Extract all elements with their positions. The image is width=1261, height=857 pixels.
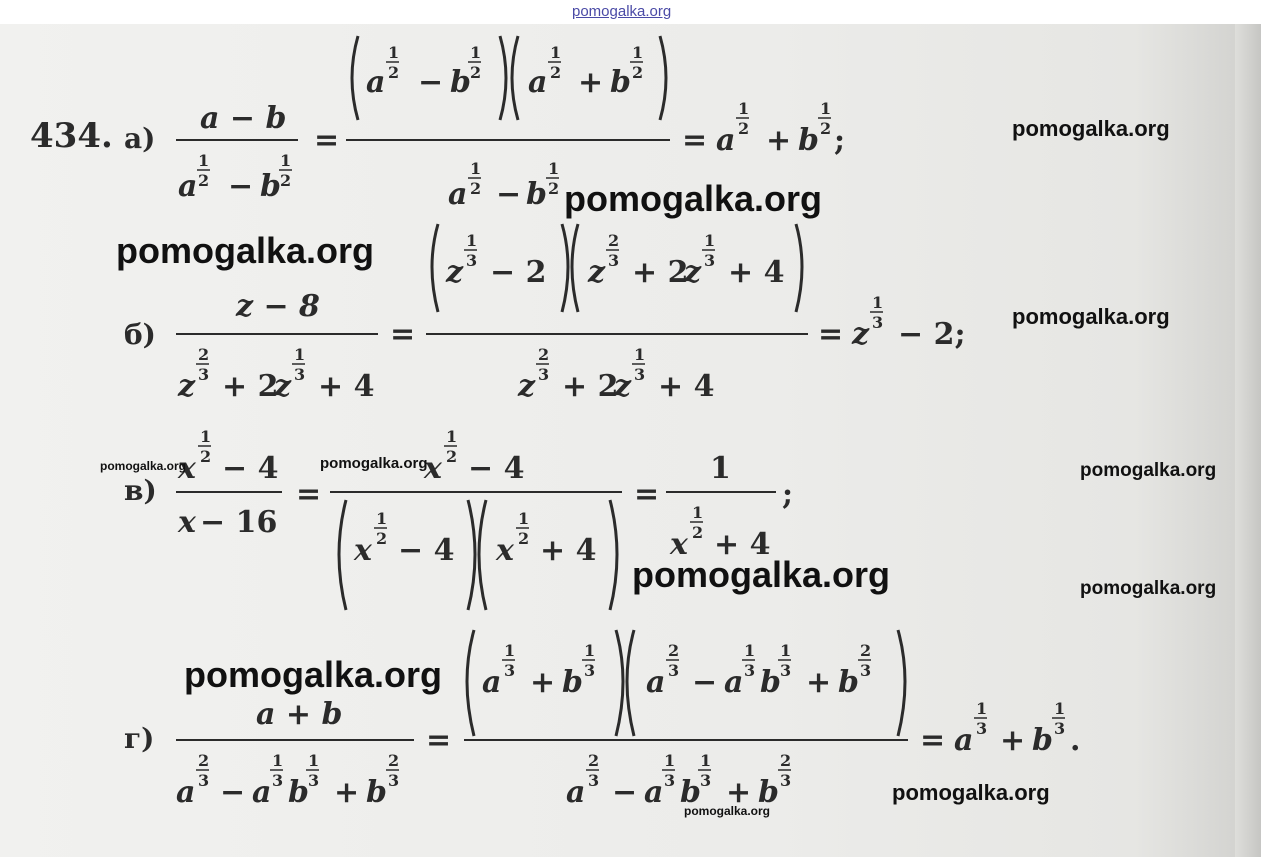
svg-text:2: 2 bbox=[550, 63, 562, 82]
svg-text:x: x bbox=[178, 451, 196, 486]
svg-text:a: a bbox=[482, 665, 502, 700]
svg-text:1: 1 bbox=[700, 751, 712, 770]
svg-text:z: z bbox=[274, 369, 292, 404]
part-label-a: а) bbox=[124, 122, 156, 155]
svg-text:1: 1 bbox=[200, 427, 212, 446]
svg-text:1: 1 bbox=[634, 345, 646, 364]
svg-text:=: = bbox=[682, 123, 708, 158]
svg-text:3: 3 bbox=[584, 661, 596, 680]
watermark: pomogalka.org bbox=[684, 804, 771, 818]
svg-text:3: 3 bbox=[780, 771, 792, 790]
svg-text:1: 1 bbox=[446, 427, 458, 446]
svg-text:1: 1 bbox=[710, 451, 731, 486]
svg-text:1: 1 bbox=[692, 503, 704, 522]
svg-text:+ 2: + 2 bbox=[632, 255, 689, 290]
svg-text:x: x bbox=[354, 533, 372, 568]
svg-text:2: 2 bbox=[548, 179, 560, 198]
svg-text:+ 4: + 4 bbox=[540, 533, 597, 568]
svg-text:−: − bbox=[496, 177, 522, 212]
svg-text:b: b bbox=[288, 775, 309, 810]
svg-text:1: 1 bbox=[504, 641, 516, 660]
svg-text:z: z bbox=[614, 369, 632, 404]
watermark: pomogalka.org bbox=[100, 459, 187, 473]
watermark: pomogalka.org bbox=[116, 230, 375, 271]
svg-text:+ 2: + 2 bbox=[222, 369, 279, 404]
svg-text:−: − bbox=[418, 65, 444, 100]
svg-text:1: 1 bbox=[744, 641, 756, 660]
svg-text:a: a bbox=[644, 775, 664, 810]
svg-text:b: b bbox=[526, 177, 547, 212]
svg-text:− 4: − 4 bbox=[222, 451, 279, 486]
svg-text:b: b bbox=[366, 775, 387, 810]
svg-text:b: b bbox=[610, 65, 631, 100]
svg-text:a: a bbox=[448, 177, 468, 212]
svg-text:=: = bbox=[314, 123, 340, 158]
svg-text:+: + bbox=[726, 775, 752, 810]
svg-text:2: 2 bbox=[470, 179, 482, 198]
svg-text:b: b bbox=[838, 665, 859, 700]
svg-text:3: 3 bbox=[700, 771, 712, 790]
svg-text:3: 3 bbox=[976, 719, 988, 738]
svg-text:− 2: − 2 bbox=[490, 255, 547, 290]
svg-text:+: + bbox=[806, 665, 832, 700]
svg-text:x: x bbox=[178, 505, 196, 540]
watermark-link-top[interactable]: pomogalka.org bbox=[572, 3, 672, 20]
svg-text:−: − bbox=[220, 775, 246, 810]
svg-text:z: z bbox=[852, 317, 870, 352]
svg-text:2: 2 bbox=[860, 641, 872, 660]
svg-text:3: 3 bbox=[744, 661, 756, 680]
svg-text:2: 2 bbox=[538, 345, 550, 364]
svg-text:1: 1 bbox=[584, 641, 596, 660]
svg-text:a: a bbox=[366, 65, 386, 100]
svg-text:3: 3 bbox=[668, 661, 680, 680]
svg-text:x: x bbox=[496, 533, 514, 568]
svg-text:+ 4: + 4 bbox=[318, 369, 375, 404]
svg-text:2: 2 bbox=[780, 751, 792, 770]
svg-text:1: 1 bbox=[388, 43, 400, 62]
svg-text:1: 1 bbox=[272, 751, 284, 770]
svg-text:1: 1 bbox=[550, 43, 562, 62]
svg-text:a + b: a + b bbox=[256, 697, 343, 732]
svg-text:3: 3 bbox=[504, 661, 516, 680]
page-edge-shadow bbox=[1235, 24, 1261, 857]
svg-text:=: = bbox=[920, 723, 946, 758]
svg-text:a: a bbox=[252, 775, 272, 810]
svg-text:=: = bbox=[390, 317, 416, 352]
svg-text:2: 2 bbox=[198, 171, 210, 190]
svg-text:− 16: − 16 bbox=[200, 505, 278, 540]
svg-text:+: + bbox=[530, 665, 556, 700]
svg-text:b: b bbox=[680, 775, 701, 810]
svg-text:−: − bbox=[692, 665, 718, 700]
svg-text:2: 2 bbox=[376, 529, 388, 548]
svg-text:a: a bbox=[528, 65, 548, 100]
part-label-b: б) bbox=[124, 318, 156, 351]
svg-text:1: 1 bbox=[976, 699, 988, 718]
svg-text:1: 1 bbox=[470, 43, 482, 62]
svg-text:3: 3 bbox=[272, 771, 284, 790]
svg-text:+ 4: + 4 bbox=[658, 369, 715, 404]
svg-text:2: 2 bbox=[668, 641, 680, 660]
svg-text:3: 3 bbox=[308, 771, 320, 790]
svg-text:3: 3 bbox=[664, 771, 676, 790]
svg-text:− 2;: − 2; bbox=[898, 317, 966, 352]
svg-text:2: 2 bbox=[518, 529, 530, 548]
svg-text:3: 3 bbox=[872, 313, 884, 332]
a-den-left: a bbox=[178, 169, 198, 204]
svg-text:b: b bbox=[450, 65, 471, 100]
svg-text:2: 2 bbox=[632, 63, 644, 82]
watermark: pomogalka.org bbox=[1012, 116, 1170, 141]
svg-text:1: 1 bbox=[1054, 699, 1066, 718]
svg-text:1: 1 bbox=[308, 751, 320, 770]
svg-text:3: 3 bbox=[608, 251, 620, 270]
svg-text:z: z bbox=[518, 369, 536, 404]
svg-text:1: 1 bbox=[872, 293, 884, 312]
watermark: pomogalka.org bbox=[564, 178, 823, 219]
svg-text:− 4: − 4 bbox=[398, 533, 455, 568]
svg-text:a: a bbox=[566, 775, 586, 810]
watermark: pomogalka.org bbox=[1012, 304, 1170, 329]
svg-text:3: 3 bbox=[704, 251, 716, 270]
svg-text:+: + bbox=[578, 65, 604, 100]
svg-text:2: 2 bbox=[738, 119, 750, 138]
svg-text:2: 2 bbox=[198, 751, 210, 770]
watermark: pomogalka.org bbox=[892, 780, 1050, 805]
svg-text:1: 1 bbox=[198, 151, 210, 170]
svg-text:x: x bbox=[424, 451, 442, 486]
svg-text:3: 3 bbox=[780, 661, 792, 680]
svg-text:.: . bbox=[1070, 723, 1081, 758]
svg-text:+: + bbox=[334, 775, 360, 810]
svg-text:+: + bbox=[766, 123, 792, 158]
watermark: pomogalka.org bbox=[320, 455, 428, 472]
svg-text:1: 1 bbox=[518, 509, 530, 528]
part-label-g: г) bbox=[124, 722, 155, 755]
svg-text:2: 2 bbox=[280, 171, 292, 190]
svg-text:3: 3 bbox=[538, 365, 550, 384]
svg-text:=: = bbox=[426, 723, 452, 758]
svg-text:2: 2 bbox=[608, 231, 620, 250]
svg-text:1: 1 bbox=[820, 99, 832, 118]
svg-text:3: 3 bbox=[388, 771, 400, 790]
svg-text:3: 3 bbox=[466, 251, 478, 270]
svg-text:3: 3 bbox=[1054, 719, 1066, 738]
svg-text:a: a bbox=[724, 665, 744, 700]
svg-text:b: b bbox=[760, 665, 781, 700]
svg-text:3: 3 bbox=[588, 771, 600, 790]
svg-text:1: 1 bbox=[738, 99, 750, 118]
svg-text:3: 3 bbox=[198, 771, 210, 790]
svg-text:=: = bbox=[634, 477, 660, 512]
svg-text:2: 2 bbox=[388, 751, 400, 770]
svg-text:− 4: − 4 bbox=[468, 451, 525, 486]
svg-text:1: 1 bbox=[664, 751, 676, 770]
watermark: pomogalka.org bbox=[1080, 460, 1217, 481]
svg-text:;: ; bbox=[834, 123, 846, 158]
svg-text:z: z bbox=[588, 255, 606, 290]
svg-text:;: ; bbox=[782, 477, 794, 512]
svg-text:3: 3 bbox=[294, 365, 306, 384]
svg-text:1: 1 bbox=[280, 151, 292, 170]
svg-text:a: a bbox=[716, 123, 736, 158]
svg-text:+ 2: + 2 bbox=[562, 369, 619, 404]
svg-text:z: z bbox=[684, 255, 702, 290]
svg-text:−: − bbox=[228, 169, 254, 204]
part-label-v: в) bbox=[124, 474, 157, 507]
svg-text:1: 1 bbox=[632, 43, 644, 62]
svg-text:1: 1 bbox=[466, 231, 478, 250]
svg-text:2: 2 bbox=[388, 63, 400, 82]
svg-text:3: 3 bbox=[860, 661, 872, 680]
svg-text:1: 1 bbox=[376, 509, 388, 528]
watermark: pomogalka.org bbox=[632, 554, 891, 595]
svg-text:b: b bbox=[798, 123, 819, 158]
svg-text:2: 2 bbox=[470, 63, 482, 82]
svg-text:1: 1 bbox=[470, 159, 482, 178]
watermark: pomogalka.org bbox=[1080, 578, 1217, 599]
svg-text:−: − bbox=[612, 775, 638, 810]
problem-number: 434. bbox=[30, 116, 113, 156]
a-num-left: a − b bbox=[200, 101, 287, 136]
watermark: pomogalka.org bbox=[184, 654, 443, 695]
svg-text:b: b bbox=[1032, 723, 1053, 758]
svg-text:a: a bbox=[646, 665, 666, 700]
svg-text:2: 2 bbox=[820, 119, 832, 138]
svg-text:b: b bbox=[562, 665, 583, 700]
svg-text:1: 1 bbox=[294, 345, 306, 364]
svg-text:+ 4: + 4 bbox=[714, 527, 771, 562]
svg-text:z: z bbox=[446, 255, 464, 290]
svg-text:a: a bbox=[954, 723, 974, 758]
svg-text:3: 3 bbox=[198, 365, 210, 384]
svg-text:1: 1 bbox=[548, 159, 560, 178]
svg-text:a: a bbox=[176, 775, 196, 810]
svg-text:b: b bbox=[260, 169, 281, 204]
svg-text:z: z bbox=[178, 369, 196, 404]
svg-text:2: 2 bbox=[200, 447, 212, 466]
svg-text:=: = bbox=[296, 477, 322, 512]
svg-text:1: 1 bbox=[780, 641, 792, 660]
svg-text:=: = bbox=[818, 317, 844, 352]
svg-text:2: 2 bbox=[446, 447, 458, 466]
svg-text:2: 2 bbox=[692, 523, 704, 542]
svg-text:+ 4: + 4 bbox=[728, 255, 785, 290]
svg-text:3: 3 bbox=[634, 365, 646, 384]
svg-text:x: x bbox=[670, 527, 688, 562]
svg-text:2: 2 bbox=[198, 345, 210, 364]
svg-text:b: b bbox=[758, 775, 779, 810]
svg-text:z − 8: z − 8 bbox=[236, 289, 320, 324]
svg-text:+: + bbox=[1000, 723, 1026, 758]
svg-text:1: 1 bbox=[704, 231, 716, 250]
svg-text:2: 2 bbox=[588, 751, 600, 770]
